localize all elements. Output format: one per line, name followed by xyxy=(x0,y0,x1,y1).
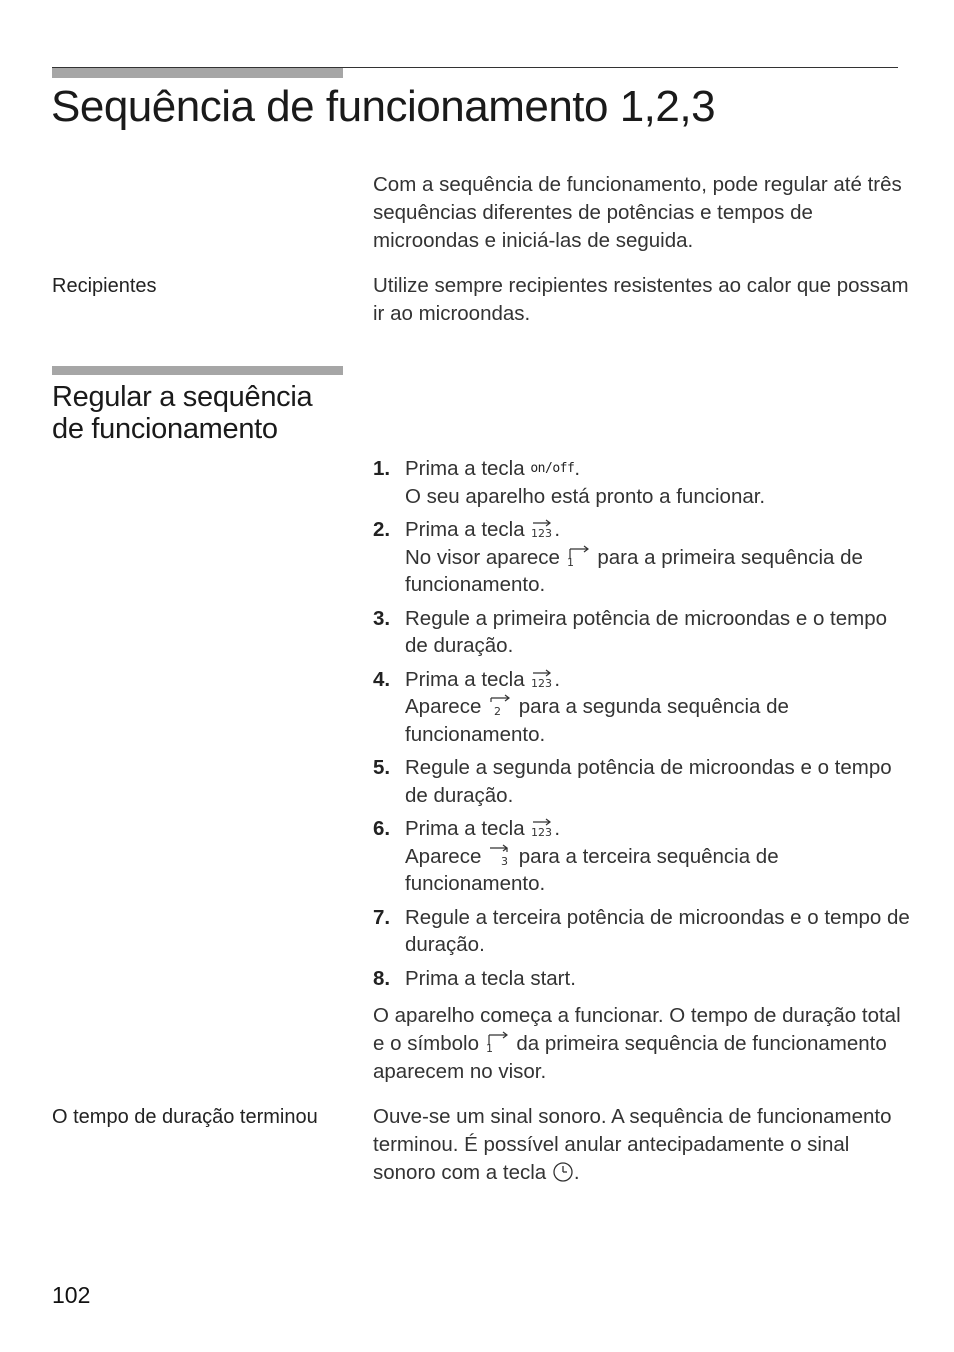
sequence-1-display-icon xyxy=(485,1030,511,1058)
step-text: Regule a primeira potência de microondas e o tempo de duração. xyxy=(405,606,888,657)
step-item xyxy=(373,605,913,660)
recipientes-text: Utilize sempre recipientes resistentes ao calor que possam ir ao microondas. xyxy=(373,274,909,325)
step-number: 2. xyxy=(373,518,391,541)
title-bar xyxy=(52,68,343,78)
step-detail: O seu aparelho está pronto a funcionar. xyxy=(405,484,766,508)
section-title: Regular a sequência de funcionamento xyxy=(52,381,313,445)
step-number: 3. xyxy=(373,606,391,630)
step-text: Prima a tecla xyxy=(405,817,525,840)
after-steps-paragraph: O aparelho começa a funcionar. O tempo de duração total e o símbolo 1 da primeira sequência de funcionamento aparecem no visor. xyxy=(373,1004,901,1083)
sequence-123-key-icon xyxy=(530,815,554,843)
step-item: 1. Prima a tecla on/off. O seu aparelho está pronto a funcionar. xyxy=(373,455,913,510)
sequence-key-digits: 123 xyxy=(531,527,553,540)
step-item xyxy=(373,754,913,809)
step-text: Prima a tecla xyxy=(405,518,525,541)
sequence-digit: 3 xyxy=(501,854,509,867)
section-bar xyxy=(52,366,343,375)
step-text: Prima a tecla start. xyxy=(405,966,576,990)
sequence-digit: 1 xyxy=(566,555,574,568)
clock-key-icon xyxy=(552,1159,574,1187)
step-item xyxy=(373,965,913,993)
recipientes-label: Recipientes xyxy=(52,275,157,297)
sequence-digit: 1 xyxy=(485,1042,493,1054)
tempo-text: Ouve-se um sinal sonoro. A sequência de funcionamento terminou. É possível anular antecipadamente o sinal sonoro com a tecla . xyxy=(373,1103,913,1187)
step-item: 4. Prima a tecla 123 . Aparece 2 para a segunda sequência de funcionamento. xyxy=(373,667,789,746)
page-number: 102 xyxy=(52,1282,91,1308)
step-number: 4. xyxy=(373,667,391,691)
step-item: 2. Prima a tecla 123 . No visor aparece 1 para a primeira sequência de funcionamento. xyxy=(373,518,863,596)
step-number: 6. xyxy=(373,817,391,840)
tempo-label: O tempo de duração terminou xyxy=(52,1106,318,1128)
sequence-digit: 2 xyxy=(494,705,502,717)
sequence-1-display-icon xyxy=(566,544,592,572)
step-item: 6. Prima a tecla 123 . Aparece 3 para a terceira sequência de funcionamento. xyxy=(373,817,779,895)
step-text: Prima a tecla xyxy=(405,667,525,691)
sequence-key-digits: 123 xyxy=(531,826,553,839)
step-number: 7. xyxy=(373,905,391,929)
intro-paragraph: Com a sequência de funcionamento, pode regular até três sequências diferentes de potências e tempos de microondas e iniciá-las de seguida. xyxy=(373,173,902,252)
on-off-key-icon: on/off xyxy=(530,461,575,476)
step-number: 1. xyxy=(373,457,391,480)
step-item xyxy=(373,904,913,959)
sequence-123-key-icon xyxy=(530,666,554,694)
step-text: Regule a terceira potência de microondas e o tempo de duração. xyxy=(405,905,910,956)
sequence-2-display-icon xyxy=(487,693,513,721)
step-text: Prima a tecla xyxy=(405,457,525,480)
sequence-123-key-icon xyxy=(530,516,554,544)
step-number: 8. xyxy=(373,966,391,990)
step-text: Regule a segunda potência de microondas e o tempo de duração. xyxy=(405,756,892,807)
page-title: Sequência de funcionamento 1,2,3 xyxy=(51,82,716,131)
sequence-3-display-icon xyxy=(487,843,513,871)
sequence-key-digits: 123 xyxy=(531,676,553,690)
steps-list xyxy=(373,455,913,998)
step-number: 5. xyxy=(373,756,391,779)
